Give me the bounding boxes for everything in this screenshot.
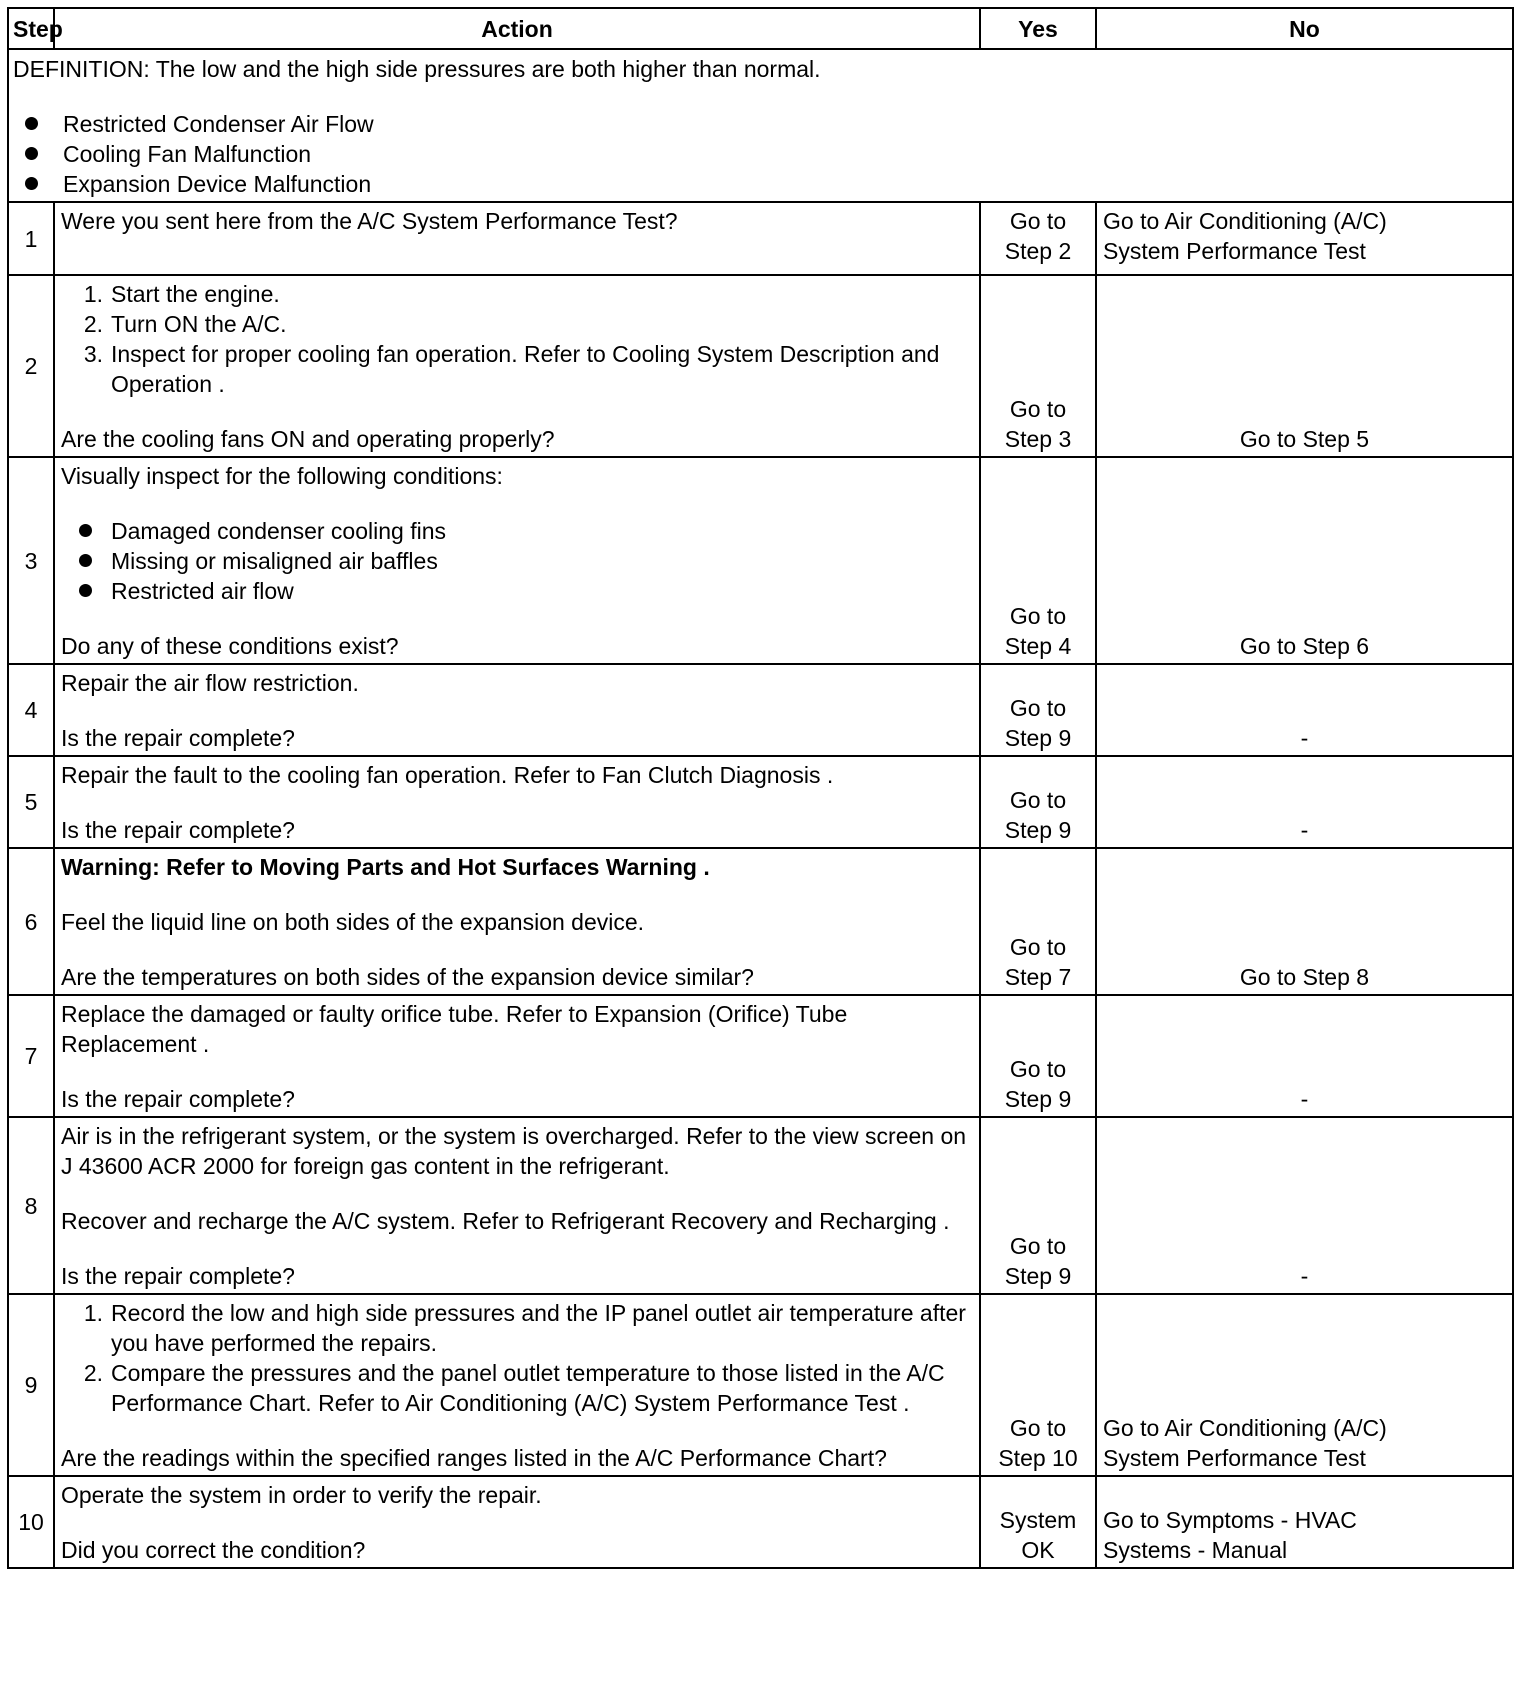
step-number: 8 — [8, 1117, 54, 1294]
step-row-3 — [8, 457, 1513, 664]
no-cell: Go to Step 6 — [1096, 457, 1513, 664]
action-list — [61, 279, 973, 399]
bullet-icon — [25, 147, 38, 160]
step-number: 5 — [8, 756, 54, 848]
yes-cell: Go to Step 9 — [980, 756, 1096, 848]
action-cell — [54, 1117, 980, 1294]
step-row-5 — [8, 756, 1513, 848]
no-cell: Go to Air Conditioning (A/C) System Performance Test — [1096, 1294, 1513, 1476]
no-cell: Go to Step 8 — [1096, 848, 1513, 995]
step-number: 6 — [8, 848, 54, 995]
diagnostic-document — [7, 7, 1514, 1569]
action-text: Repair the fault to the cooling fan operation. Refer to Fan Clutch Diagnosis . — [61, 762, 834, 788]
step-number: 2 — [8, 275, 54, 457]
no-cell: - — [1096, 1117, 1513, 1294]
action-question: Is the repair complete? — [61, 725, 295, 751]
step-row-7 — [8, 995, 1513, 1117]
warning-text: Warning: Refer to Moving Parts and Hot Surfaces Warning . — [61, 854, 710, 880]
bullet-icon — [79, 524, 92, 537]
action-text: Operate the system in order to verify the repair. — [61, 1482, 542, 1508]
diagnostic-table — [7, 7, 1514, 1569]
action-list — [61, 1298, 973, 1418]
bullet-icon — [79, 554, 92, 567]
action-cell — [54, 995, 980, 1117]
action-text: Feel the liquid line on both sides of the expansion device. — [61, 909, 645, 935]
header-step: Step — [8, 8, 54, 49]
yes-cell: Go to Step 9 — [980, 1117, 1096, 1294]
step-row-8 — [8, 1117, 1513, 1294]
action-intro: Visually inspect for the following conditions: — [61, 463, 503, 489]
definition-text: DEFINITION: The low and the high side pressures are both higher than normal. — [13, 56, 821, 82]
action-cell — [54, 664, 980, 756]
step-number: 1 — [8, 202, 54, 275]
yes-cell: System OK — [980, 1476, 1096, 1568]
action-bullet: Missing or misaligned air baffles — [61, 546, 973, 576]
definition-bullets — [13, 109, 1508, 199]
action-question: Did you correct the condition? — [61, 1537, 366, 1563]
action-text: Air is in the refrigerant system, or the system is overcharged. Refer to the view screen on J 43600 ACR 2000 for foreign gas content in the refrigerant. — [61, 1123, 967, 1179]
action-cell — [54, 756, 980, 848]
no-cell: - — [1096, 664, 1513, 756]
action-bullets — [61, 516, 973, 606]
action-cell — [54, 275, 980, 457]
action-cell — [54, 457, 980, 664]
definition-bullet: Restricted Condenser Air Flow — [13, 109, 1508, 139]
definition-bullet: Expansion Device Malfunction — [13, 169, 1508, 199]
step-number: 3 — [8, 457, 54, 664]
action-question: Are the readings within the specified ranges listed in the A/C Performance Chart? — [61, 1445, 887, 1471]
step-row-2 — [8, 275, 1513, 457]
header-row — [8, 8, 1513, 49]
action-question: Were you sent here from the A/C System Performance Test? — [61, 208, 678, 234]
action-question: Are the cooling fans ON and operating properly? — [61, 426, 555, 452]
action-cell — [54, 202, 980, 275]
definition-bullet: Cooling Fan Malfunction — [13, 139, 1508, 169]
step-number: 7 — [8, 995, 54, 1117]
definition-row — [8, 49, 1513, 202]
bullet-icon — [25, 177, 38, 190]
action-cell — [54, 1476, 980, 1568]
header-no: No — [1096, 8, 1513, 49]
yes-cell: Go to Step 4 — [980, 457, 1096, 664]
yes-cell: Go to Step 9 — [980, 995, 1096, 1117]
action-list-item: 2. Compare the pressures and the panel outlet temperature to those listed in the A/C Performance Chart. Refer to Air Conditioning (A/C) System Performance Test . — [83, 1360, 945, 1416]
step-number: 10 — [8, 1476, 54, 1568]
step-row-1 — [8, 202, 1513, 275]
yes-cell: Go to Step 7 — [980, 848, 1096, 995]
definition-cell — [8, 49, 1513, 202]
no-cell: - — [1096, 756, 1513, 848]
action-question: Is the repair complete? — [61, 1086, 295, 1112]
action-question: Is the repair complete? — [61, 817, 295, 843]
step-row-4 — [8, 664, 1513, 756]
bullet-icon — [79, 584, 92, 597]
yes-cell: Go to Step 3 — [980, 275, 1096, 457]
step-row-10 — [8, 1476, 1513, 1568]
action-list-item: 1. Record the low and high side pressures and the IP panel outlet air temperature after you have performed the repairs. — [83, 1300, 966, 1356]
no-cell: Go to Air Conditioning (A/C) System Performance Test — [1096, 202, 1513, 275]
yes-cell: Go to Step 10 — [980, 1294, 1096, 1476]
step-number: 4 — [8, 664, 54, 756]
no-cell: Go to Step 5 — [1096, 275, 1513, 457]
action-bullet: Restricted air flow — [61, 576, 973, 606]
action-text: Repair the air flow restriction. — [61, 670, 359, 696]
action-cell — [54, 848, 980, 995]
action-list-item: 2. Turn ON the A/C. — [83, 311, 287, 337]
action-list-item: 1. Start the engine. — [83, 281, 280, 307]
yes-cell: Go to Step 2 — [980, 202, 1096, 275]
action-question: Are the temperatures on both sides of the expansion device similar? — [61, 964, 754, 990]
bullet-icon — [25, 117, 38, 130]
action-list-item: 3. Inspect for proper cooling fan operation. Refer to Cooling System Description and Operation . — [83, 341, 940, 397]
action-question: Is the repair complete? — [61, 1263, 295, 1289]
action-bullet: Damaged condenser cooling fins — [61, 516, 973, 546]
header-yes: Yes — [980, 8, 1096, 49]
action-cell — [54, 1294, 980, 1476]
action-text-2: Recover and recharge the A/C system. Refer to Refrigerant Recovery and Recharging . — [61, 1208, 950, 1234]
action-text: Replace the damaged or faulty orifice tube. Refer to Expansion (Orifice) Tube Replacement . — [61, 1001, 848, 1057]
no-cell: - — [1096, 995, 1513, 1117]
no-cell: Go to Symptoms - HVAC Systems - Manual — [1096, 1476, 1513, 1568]
step-number: 9 — [8, 1294, 54, 1476]
header-action: Action — [54, 8, 980, 49]
action-question: Do any of these conditions exist? — [61, 633, 399, 659]
step-row-9 — [8, 1294, 1513, 1476]
yes-cell: Go to Step 9 — [980, 664, 1096, 756]
step-row-6 — [8, 848, 1513, 995]
